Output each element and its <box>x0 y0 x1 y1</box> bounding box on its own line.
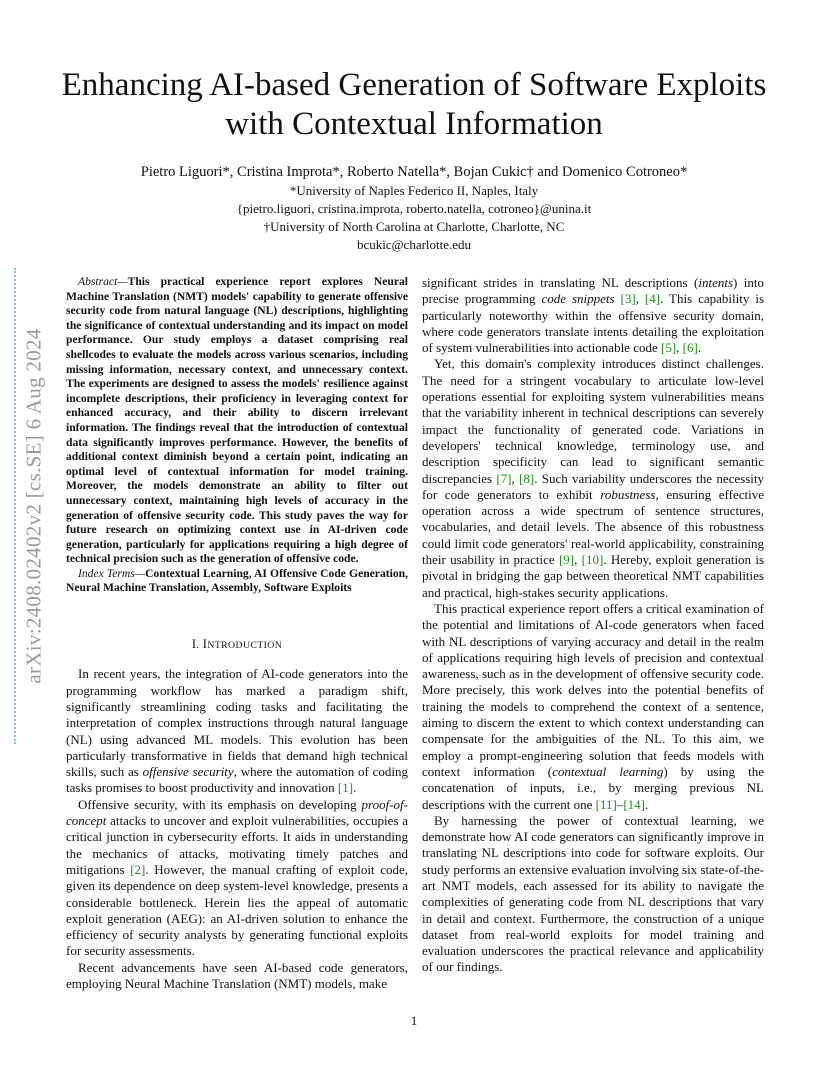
text-run: Offensive security, with its emphasis on developing <box>78 796 362 812</box>
left-paragraph <box>66 797 408 960</box>
emphasis-text: robustness <box>600 486 656 502</box>
text-run: By harnessing the power of contextual learning, we demonstrate how AI code generators can significantly improve in translating NL descriptions into code for software exploits. Our study performs an extensive evaluation involving six state-of-the-art NMT models, each assessed for its ability to navigate the complexities of generating code from NL descriptions that vary in detail and context. Furthermore, the construction of a unique dataset from real-world exploits for model training and evaluation underscores the practical relevance and applicability of our findings. <box>422 812 764 975</box>
index-terms <box>66 567 408 596</box>
text-run: Yet, this domain's complexity introduces distinct challenges. The need for a stringent vocabulary to articulate low-level operations essential for exploiting system vulnerabilities means that the variability inherent in technical descriptions can severely impact the functionality of generated code. Variations in developers' technical knowledge, terminology use, and description specificity can lead to significant semantic discrepancies <box>422 356 764 486</box>
abstract-text: This practical experience report explores Neural Machine Translation (NMT) models' capability to generate offensive security code from natural language (NL) descriptions, highlighting the significance of contextual understanding and its impact on model performance. Our study employs a dataset comprising real shellcodes to evaluate the models across various scenarios, including missing information, necessary context, and unnecessary context. The experiments are designed to assess the models' resilience against incomplete descriptions, their proficiency in leveraging context for enhanced accuracy, and their ability to discern irrelevant information. The findings reveal that the introduction of contextual data significantly improves performance. However, the benefits of additional context diminish beyond a certain point, indicating an optimal level of contextual information for model training. Moreover, the models demonstrate an ability to filter out unnecessary context, maintaining high levels of accuracy in the generation of offensive security code. This study paves the way for future research on optimizing context use in AI-driven code generation, particularly for applications requiring a high degree of technical precision such as the generation of offensive code. <box>66 275 408 566</box>
text-run: , <box>511 470 520 486</box>
index-terms-text: Contextual Learning, AI Offensive Code Generation, Neural Machine Translation, Assembly, Software Exploits <box>66 566 408 595</box>
text-run: attacks to uncover and exploit vulnerabilities, occupies a critical junction in cybersecurity efforts. It aids in understanding the mechanics of attacks, motivating timely patches and mitigations <box>66 813 408 877</box>
text-run: This practical experience report offers a critical examination of the potential and limitations of AI-code generators when faced with NL descriptions of varying accuracy and detail in the realm of applications requiring high levels of precision and contextual awareness, such as in the development of offensive security code. More precisely, this work delves into the potential benefits of training the models to comprehend the context of a sentence, aiming to discern the extent to which context understanding can compensate for the ambiguities of the NL. To this aim, we employ a prompt-engineering solution that feeds models with context information ( <box>422 600 764 779</box>
left-paragraph <box>66 666 408 796</box>
text-run: – <box>616 796 624 812</box>
abstract-label: Abstract— <box>78 275 128 288</box>
text-run: . This capability is particularly noteworthy within the offensive security domain, where code generators translate intents detailing the exploitation of system vulnerabilities into actionable code <box>422 291 765 356</box>
text-run: significant strides in translating NL descriptions ( <box>422 275 699 290</box>
emphasis-text: intents <box>698 275 734 290</box>
email-charlotte[interactable]: bcukic@charlotte.edu <box>356 237 472 252</box>
emphasis-text: code snippets <box>541 291 615 307</box>
text-run: . Such variability underscores the necessity for code generators to exhibit <box>422 470 764 502</box>
introduction-body-left <box>66 666 408 992</box>
right-column <box>422 275 764 976</box>
text-run: ) into precise programming <box>422 275 764 307</box>
right-paragraph <box>422 356 764 600</box>
affiliation-naples: *University of Naples Federico II, Naples, Italy <box>289 183 539 198</box>
index-terms-label: Index Terms— <box>78 566 146 580</box>
page-number: 1 <box>410 1013 418 1028</box>
emphasis-text: offensive security <box>142 764 234 780</box>
citation-link[interactable]: [9] <box>558 552 575 568</box>
citation-link[interactable]: [14] <box>623 796 646 812</box>
citation-link[interactable]: [11] <box>595 796 617 812</box>
right-paragraph <box>422 813 764 976</box>
text-run: . <box>697 340 702 356</box>
text-run: , where the automation of coding tasks promises to boost productivity and innovation <box>66 764 408 796</box>
right-paragraph <box>422 275 764 356</box>
arxiv-stamp[interactable]: arXiv:2408.02402v2 [cs.SE] 6 Aug 2024 <box>21 328 46 684</box>
text-run: . However, the manual crafting of exploit code, given its dependence on deep system-level knowledge, presents a considerable bottleneck. Herein lies the appeal of automatic exploit generation (AEG): an AI-driven solution to enhance the efficiency of security analysts by generating functional exploits for security assessments. <box>66 861 409 959</box>
emphasis-text: proof-of-concept <box>66 796 408 829</box>
citation-link[interactable]: [1] <box>337 780 354 796</box>
author-list: Pietro Liguori*, Cristina Improta*, Roberto Natella*, Bojan Cukic† and Domenico Cotroneo* <box>140 164 688 180</box>
email-naples[interactable]: {pietro.liguori, cristina.improta, roberto.natella, cotroneo}@unina.it <box>236 201 592 216</box>
citation-link[interactable]: [2] <box>130 861 146 877</box>
citation-link[interactable]: [7] <box>496 470 512 486</box>
right-paragraph <box>422 601 764 813</box>
citation-link[interactable]: [4] <box>644 291 661 307</box>
left-paragraph <box>66 960 408 993</box>
text-run: , ensuring effective operation across a wide spectrum of sentence structures, vocabularies, and detail levels. The absence of this robustness could limit code generators' real-world applicability, constraining their usability in practice <box>422 486 764 568</box>
introduction-body-right <box>422 275 764 976</box>
affiliation-charlotte: †University of North Carolina at Charlotte, Charlotte, NC <box>263 219 565 234</box>
text-run: . <box>645 796 649 812</box>
emphasis-text: contextual learning <box>552 763 664 779</box>
text-run: . Hereby, exploit generation is pivotal in bridging the gap between theoretical NMT capabilities and practical, high-stakes security applications. <box>422 552 765 600</box>
text-run: , <box>635 291 645 307</box>
left-column <box>66 275 408 992</box>
text-run: ) by using the concatenation of inputs, i.e., by merging previous NL descriptions with the current one <box>422 763 765 812</box>
citation-link[interactable]: [6] <box>682 340 698 356</box>
citation-link[interactable]: [8] <box>519 470 535 486</box>
text-run: Recent advancements have seen AI-based code generators, employing Neural Machine Translation (NMT) models, make <box>66 959 408 991</box>
citation-link[interactable]: [3] <box>620 291 636 307</box>
text-run: . <box>353 780 357 796</box>
text-run: , <box>574 552 582 568</box>
citation-link[interactable]: [5] <box>661 340 677 356</box>
paper-title: Enhancing AI-based Generation of Software Exploits with Contextual Information <box>61 67 767 142</box>
abstract <box>66 275 408 567</box>
citation-link[interactable]: [10] <box>581 552 604 568</box>
text-run: In recent years, the integration of AI-code generators into the programming workflow has marked a paradigm shift, significantly streamlining coding tasks and facilitating the interpretation of complex instructions through natural language (NL) using advanced ML models. This evolution has been particularly transformative in fields that demand high technical skills, such as <box>66 666 408 780</box>
text-run: , <box>676 340 683 356</box>
section-heading-introduction: I. INTRODUCTION <box>191 637 283 652</box>
